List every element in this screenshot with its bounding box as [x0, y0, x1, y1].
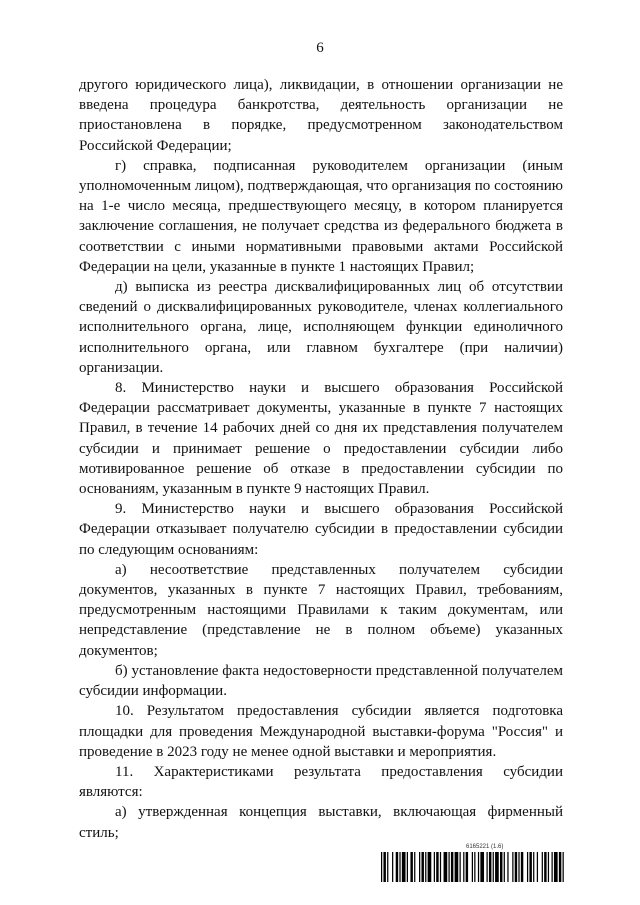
barcode-bar	[410, 852, 412, 882]
paragraph: 11. Характеристиками результата предоставления субсидии являются:	[79, 763, 563, 801]
barcode-bar	[436, 852, 438, 882]
barcode-bar	[387, 852, 388, 882]
barcode-bar	[444, 852, 448, 882]
barcode-bar	[552, 852, 553, 882]
barcode-bar	[512, 852, 513, 882]
barcode-bar	[460, 852, 461, 882]
paragraph: другого юридического лица), ликвидации, в отношении организации не введена процедура банкротства, деятельность организации не приостановлена в порядке, предусмотренном законодательством Российской Федерации;	[79, 77, 563, 154]
paragraph: а) несоответствие представленных получателем субсидии документов, указанных в пункте 7 настоящих Правил, требованиям, предусмотренным настоящими Правилами к таким документам, или непредставление (представление не в полном объеме) указанных документов;	[79, 561, 563, 659]
paragraph: 8. Министерство науки и высшего образования Российской Федерации рассматривает документы, указанные в пункте 7 настоящих Правил, в течение 14 рабочих дней со дня их представления получателем субсидии и принимает решение о предоставлении субсидии либо мотивированное решение об отказе в предоставлении субсидии по основаниям, указанным в пункте 9 настоящих Правил.	[79, 380, 563, 498]
paragraph: 9. Министерство науки и высшего образования Российской Федерации отказывает получателю субсидии в предоставлении субсидии по следующим основаниям:	[79, 501, 563, 558]
barcode-bar	[529, 852, 531, 882]
barcode-bar	[419, 852, 420, 882]
barcode-bar	[478, 852, 479, 882]
barcode-bar	[563, 852, 564, 882]
barcode-bar	[559, 852, 561, 882]
barcode-bar	[466, 852, 468, 882]
barcode-bar	[480, 852, 484, 882]
barcode-bar	[489, 852, 491, 882]
barcode-bar	[399, 852, 400, 882]
barcode-bar	[425, 852, 426, 882]
document-code: 6165221 (1.6)	[466, 844, 504, 850]
barcode-bar	[414, 852, 415, 882]
barcode-bar	[542, 852, 543, 882]
barcode-bar	[486, 852, 487, 882]
barcode-bar	[500, 852, 502, 882]
barcode-bar	[407, 852, 408, 882]
barcode-bar	[474, 852, 475, 882]
document-body	[79, 75, 563, 843]
barcode-bar	[455, 852, 459, 882]
barcode-bar	[537, 852, 538, 882]
paragraph: а) утвержденная концепция выставки, включающая фирменный стиль;	[79, 804, 563, 841]
barcode-bar	[544, 852, 546, 882]
barcode-bar	[518, 852, 519, 882]
barcode-bar	[428, 852, 432, 882]
barcode-bar	[392, 852, 393, 882]
barcode-bar	[507, 852, 508, 882]
barcode-bar	[383, 852, 385, 882]
barcode-bar	[451, 852, 453, 882]
barcode-bar	[402, 852, 406, 882]
barcode-bar	[495, 852, 499, 882]
barcode-bar	[554, 852, 558, 882]
barcode-bar	[493, 852, 494, 882]
barcode-bar	[448, 852, 449, 882]
barcode-bar	[533, 852, 534, 882]
barcode-bar	[396, 852, 398, 882]
page-number: 6	[316, 40, 324, 56]
barcode-bar	[515, 852, 517, 882]
paragraph: б) установление факта недостоверности представленной получателем субсидии информации.	[79, 662, 563, 700]
barcode-bar	[421, 852, 423, 882]
paragraph: 10. Результатом предоставления субсидии является подготовка площадки для проведения Международной выставки-форума "Россия" и проведение в 2023 году не менее одной выставки и мероприятия.	[79, 703, 563, 760]
paragraph: г) справка, подписанная руководителем организации (иным уполномоченным лицом), подтверждающая, что организация по состоянию на 1-е число месяца, предшествующего месяцу, в котором планируется заключение соглашения, не получает средства из федерального бюджета в соответствии с иными нормативными правовыми актами Российской Федерации на цели, указанные в пункте 1 настоящих Правил;	[79, 157, 563, 275]
barcode-bar	[463, 852, 464, 882]
barcode-bar	[381, 852, 382, 882]
paragraph: д) выписка из реестра дисквалифицированных лиц об отсутствии сведений о дисквалифицированных руководителе, членах коллегиального исполнительного органа, лице, исполняющем функции единоличного исполнительного органа, или главном бухгалтере (при наличии) организации.	[79, 279, 563, 376]
barcode-bar	[521, 852, 523, 882]
barcode-bar	[440, 852, 441, 882]
barcode-bar	[527, 852, 528, 882]
barcode-bar	[548, 852, 549, 882]
barcode	[381, 852, 565, 882]
barcode-bar	[504, 852, 505, 882]
barcode-bar	[472, 852, 473, 882]
barcode-bar	[434, 852, 435, 882]
